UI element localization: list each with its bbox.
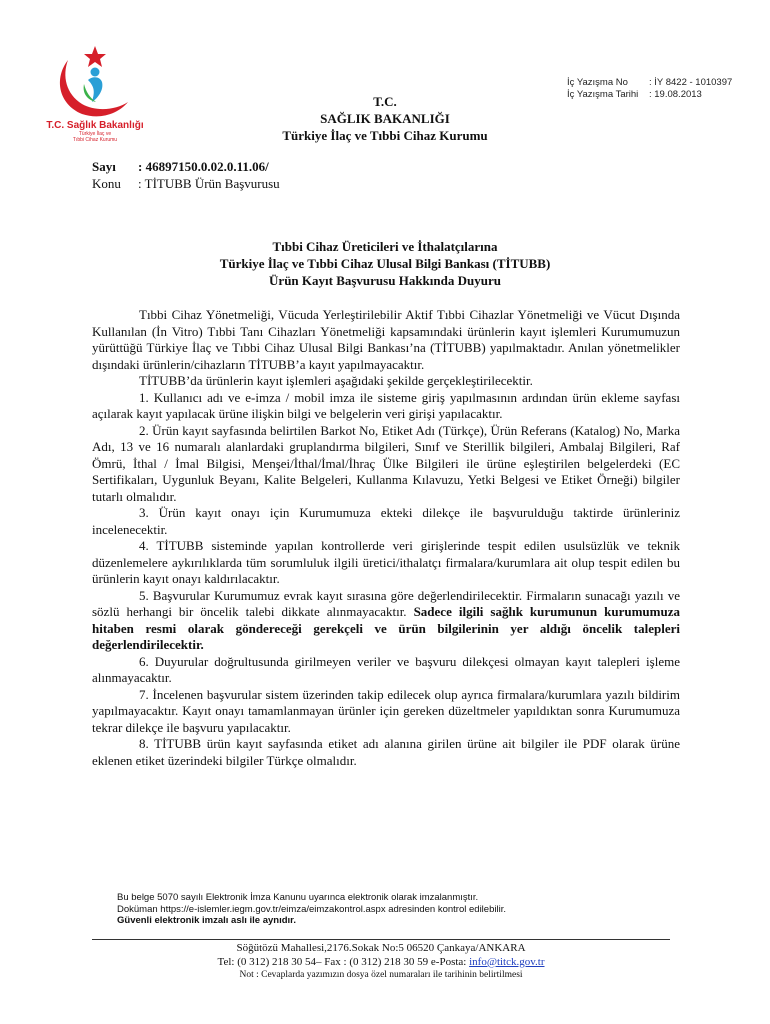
- ministry-emblem-icon: [40, 40, 150, 122]
- sayi-label: Sayı: [92, 159, 116, 174]
- title-line-2: Türkiye İlaç ve Tıbbi Cihaz Ulusal Bilgi Bankası (TİTUBB): [219, 256, 551, 271]
- ref-no-value: : İY 8422 - 1010397: [649, 77, 733, 88]
- body-item-7: 7. İncelenen başvurular sistem üzerinden takip edilecek olup ayrıca firmalara/kurumlara yazılı bildirim yapılmayacaktır. Kayıt onayı tamamlanmayan ürünler için gereken düzeltmeler yapıldıktan sonra Kurumumuza tekrar dilekçe ile başvuru yapılacaktır.: [92, 686, 680, 735]
- konu-label: Konu: [92, 176, 121, 191]
- header-ministry: SAĞLIK BAKANLIĞI: [320, 111, 450, 126]
- konu-value: : TİTUBB Ürün Başvurusu: [138, 176, 280, 191]
- body-item-5: [92, 588, 680, 654]
- body-paragraph-intro: Tıbbi Cihaz Yönetmeliği, Vücuda Yerleştirilebilir Aktif Tıbbi Cihazlar Yönetmeliği ve Vücut Dışında Kullanılan (İn Vitro) Tıbbi Tanı Cihazları Yönetmeliği kapsamındaki ürünlerin kayıt işlemleri Kurumumuzun yürüttüğü Türkiye İlaç ve Tıbbi Cihaz Ulusal Bilgi Bankası’na (TİTUBB) yapılmaktadır. Anılan yönetmelikler dışındaki ürünlerin/cihazların TİTUBB’a kayıt yapılmayacaktır.: [92, 307, 680, 372]
- document-meta: [92, 158, 280, 192]
- footer-note: Not : Cevaplarda yazımızın dosya özel numaraları ile tarihinin belirtilmesi: [239, 970, 523, 980]
- title-line-1: Tıbbi Cihaz Üreticileri ve İthalatçılarına: [272, 239, 498, 254]
- body-item-6: 6. Duyurular doğrultusunda girilmeyen veriler ve başvuru dilekçesi olmayan kayıt talepleri işleme alınmayacaktır.: [92, 653, 680, 685]
- esig-line-1: Bu belge 5070 sayılı Elektronik İmza Kanunu uyarınca elektronik olarak imzalanmıştır.: [117, 892, 479, 903]
- body-item-5-text: 5. Başvurular Kurumumuz evrak kayıt sırasına göre değerlendirilecektir. Firmaların sunacağı yazılı ve sözlü herhangi bir öncelik talebi dikkate alınmayacaktır.: [92, 587, 680, 619]
- footer-address: Söğütözü Mahallesi,2176.Sokak No:5 06520 Çankaya/ANKARA: [236, 942, 526, 954]
- body-item-4: 4. TİTUBB sisteminde yapılan kontrollerde veri girişlerinde tespit edilen usulsüzlük ve teknik düzenlemelere aykırılıklarda tüm sorumluluk ilgili üretici/ithalatçı firmalara/kurumlara ait olup tespit edilen bu ürünlerin kayıt onayı kaldırılacaktır.: [92, 538, 680, 586]
- header-agency: Türkiye İlaç ve Tıbbi Cihaz Kurumu: [282, 128, 488, 143]
- announcement-title: [150, 238, 620, 289]
- footer-divider: [92, 939, 670, 940]
- letterhead: [240, 93, 530, 144]
- footer: [92, 942, 670, 983]
- logo-sub1: Türkiye İlaç ve: [78, 131, 112, 137]
- body-item-5-bold: Sadece ilgili sağlık kurumunun kurumumuza hitaben resmi olarak göndereceği gerekçeli ve ürün bilgilerinin yer aldığı öncelik talepleri değerlendirilecektir.: [92, 604, 680, 652]
- body-item-1: 1. Kullanıcı adı ve e-imza / mobil imza ile sisteme giriş yapılmasının ardından ürün ekleme sayfası açılarak kayıt yapılacak ürüne ilişkin bilgi ve belgelerin veri girişi yapılacaktır.: [92, 389, 680, 421]
- header-tc: T.C.: [373, 94, 397, 109]
- footer-contact-text: Tel: (0 312) 218 30 54– Fax : (0 312) 218 30 59 e-Posta:: [217, 955, 470, 968]
- body-item-8: 8. TİTUBB ürün kayıt sayfasında etiket adı alanına girilen ürüne ait bilgiler ile PDF olarak ürüne eklenen etiket üzerindeki bilgiler Türkçe olmalıdır.: [92, 736, 680, 768]
- body-item-3: 3. Ürün kayıt onayı için Kurumumuza ekteki dilekçe ile başvurulduğu taktirde ürünleriniz incelenecektir.: [92, 505, 680, 537]
- ref-date-label: İç Yazışma Tarihi: [567, 89, 639, 100]
- logo-sub2: Tıbbi Cihaz Kurumu: [72, 137, 118, 143]
- body-paragraph-procedure: TİTUBB’da ürünlerin kayıt işlemleri aşağıdaki şekilde gerçekleştirilecektir.: [139, 373, 533, 388]
- announcement-body: [92, 307, 680, 769]
- footer-contact: [92, 956, 670, 970]
- esig-line-2: Doküman https://e-islemler.iegm.gov.tr/eimza/eimzakontrol.aspx adresinden kontrol edilebilir.: [117, 903, 506, 915]
- ref-no-label: İç Yazışma No: [567, 77, 628, 88]
- esig-line-3: Güvenli elektronik imzalı aslı ile aynıdır.: [117, 915, 296, 926]
- sayi-value: : 46897150.0.02.0.11.06/: [138, 159, 269, 174]
- logo-name: T.C. Sağlık Bakanlığı: [46, 120, 144, 131]
- body-item-2: 2. Ürün kayıt sayfasında belirtilen Barkot No, Etiket Adı (Türkçe), Ürün Referans (Katalog) No, Marka Adı, 13 ve 16 numaralı alanlardaki gruplandırma bilgileri, Sınıf ve Sterillik bilgileri, Ambalaj Bilgileri, Raf Ömrü, İthal / İmal Bilgisi, Menşei/İthal/İmal/İhraç Ülke Bilgileri ile ürüne eşleştirilen belgelerdeki (EC Sertifikaları, Uygunluk Beyanı, Kalite Belgeleri, Kullanma Kılavuzu, Yetki Belgesi ve Etiket Örneği) bilgiler tutarlı olmalıdır.: [92, 422, 680, 504]
- ref-date-value: : 19.08.2013: [649, 89, 702, 100]
- title-line-3: Ürün Kayıt Başvurusu Hakkında Duyuru: [269, 273, 501, 288]
- ministry-logo: [40, 40, 150, 152]
- internal-reference: [567, 77, 732, 101]
- footer-email-link[interactable]: info@titck.gov.tr: [469, 955, 545, 968]
- esignature-notice: [117, 892, 506, 927]
